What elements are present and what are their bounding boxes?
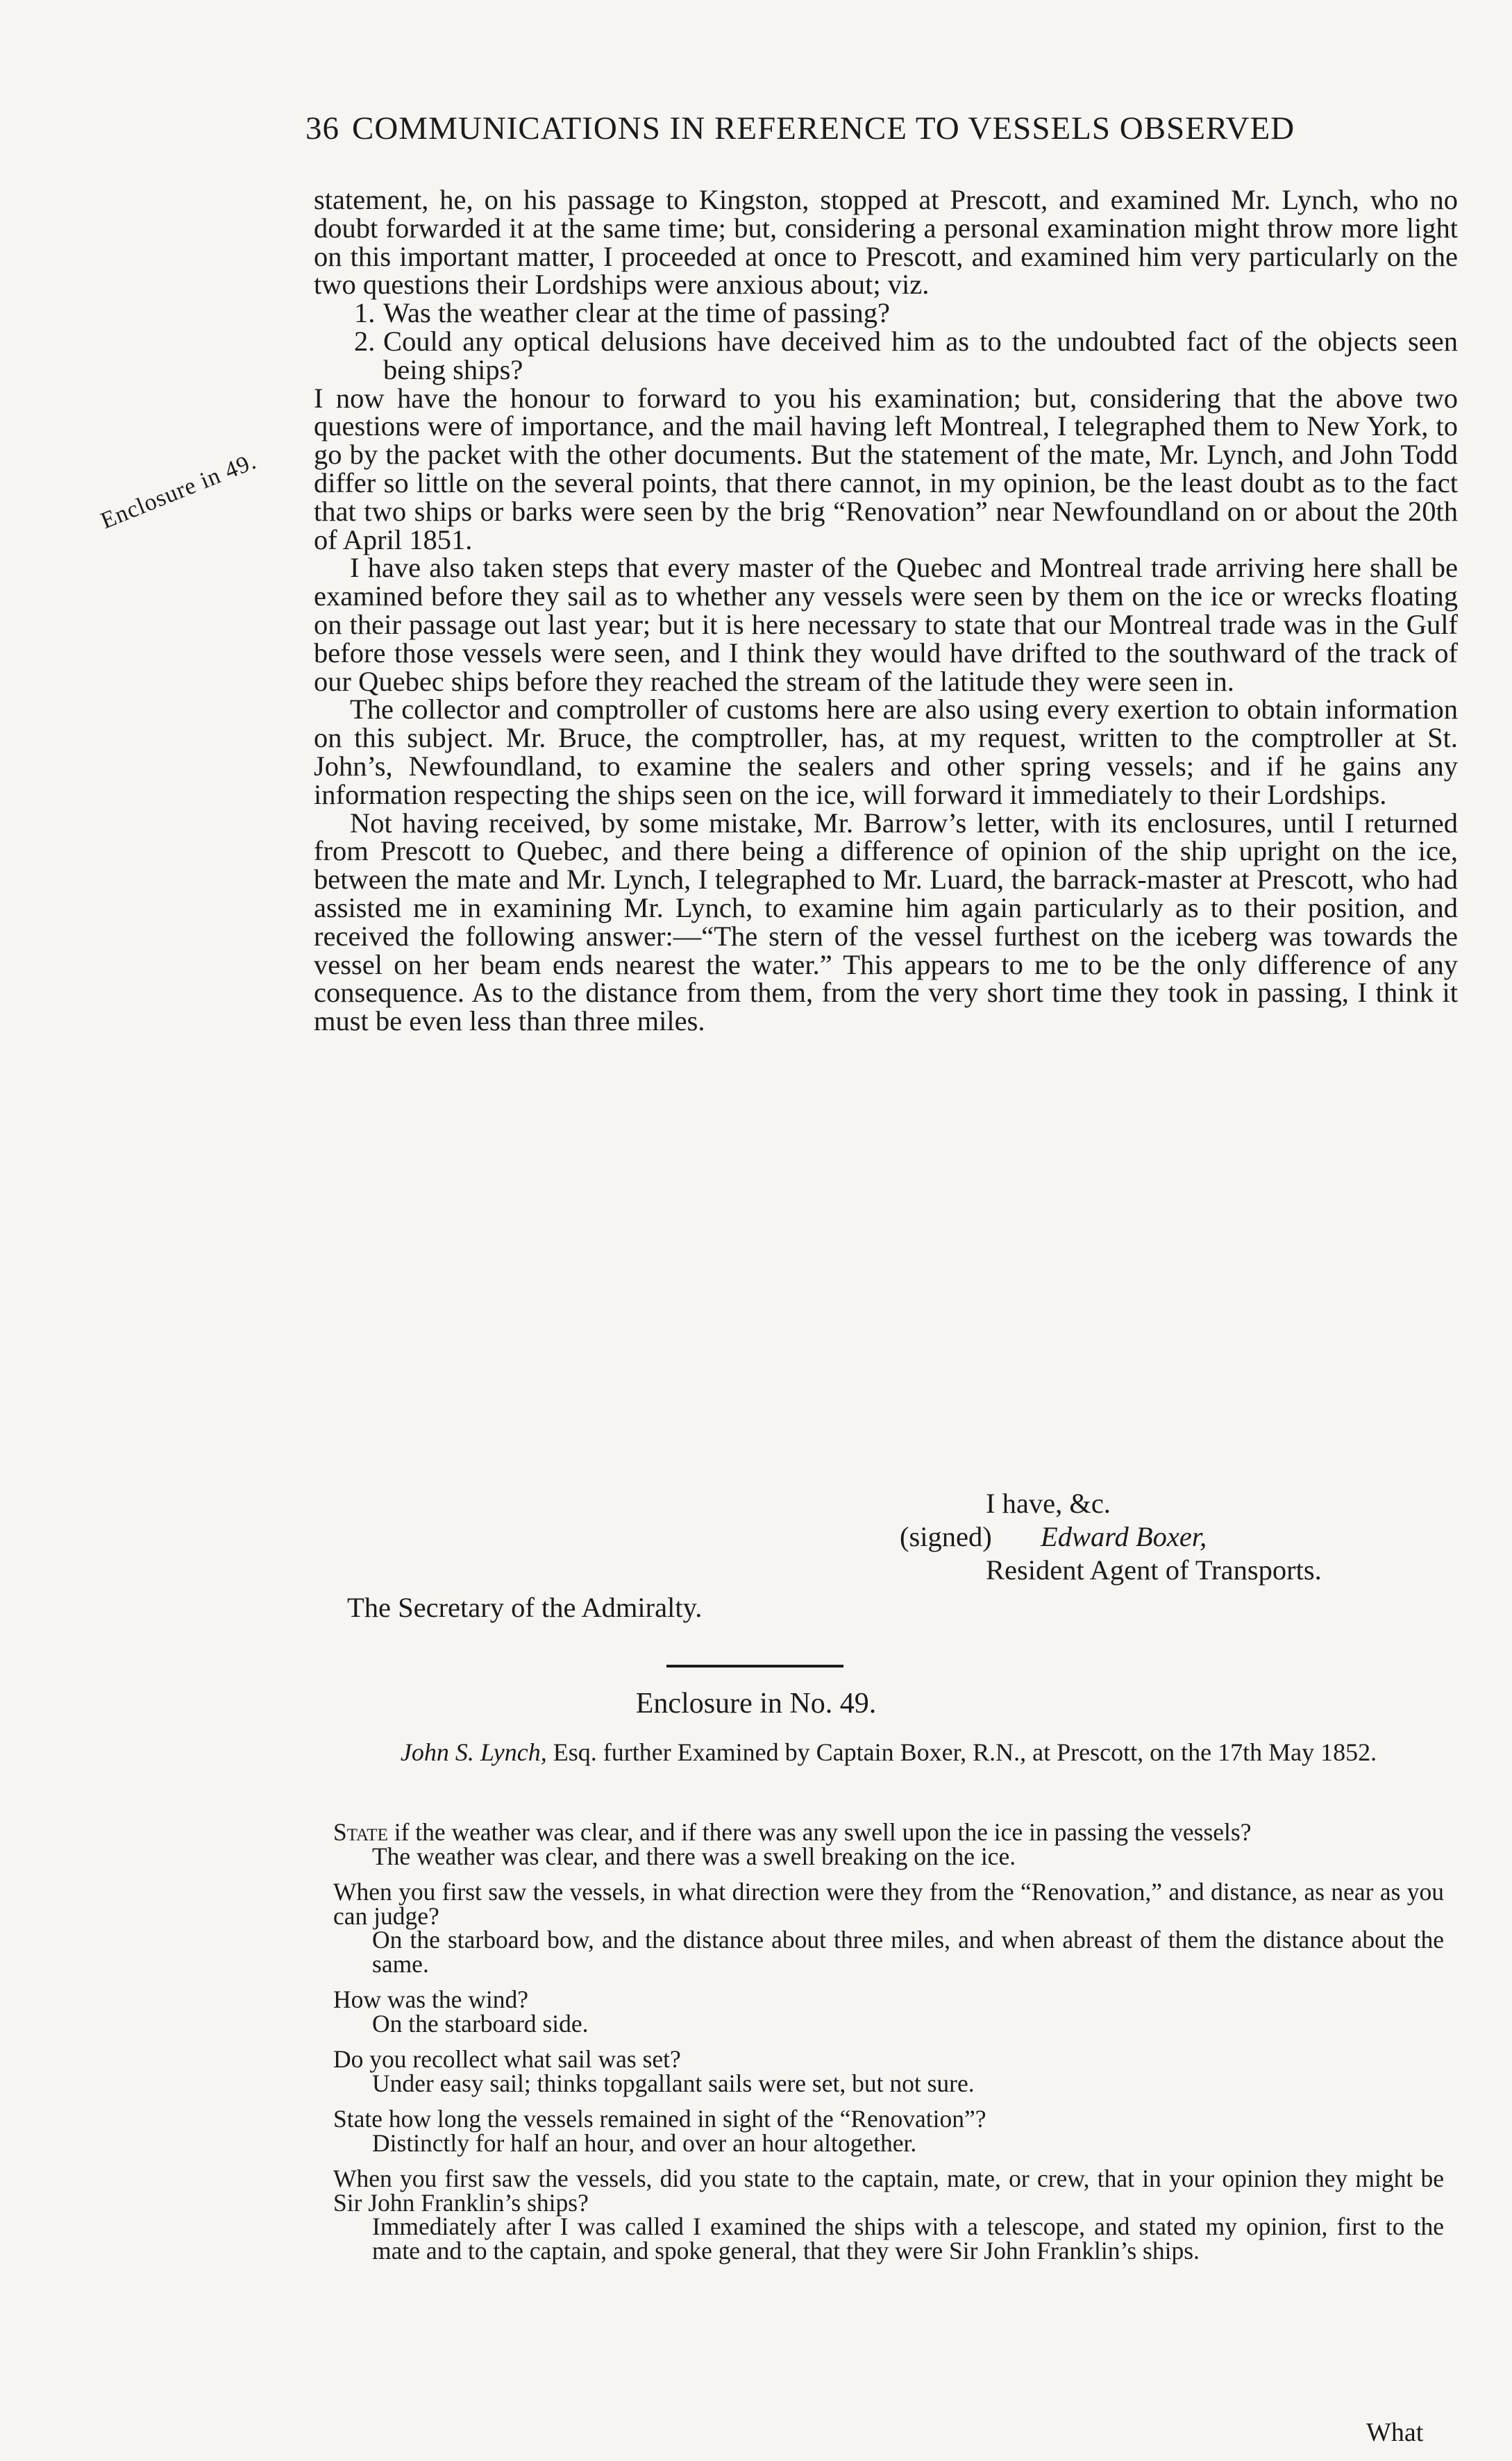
qa-entry (333, 2107, 1444, 2155)
question-number: 1. (354, 297, 376, 329)
question (333, 1820, 1444, 1845)
examination-record (333, 1820, 1444, 2274)
addressee: The Secretary of the Admiralty. (347, 1592, 703, 1623)
question-text: Was the weather clear at the time of passing? (383, 297, 890, 329)
question (333, 1985, 1444, 2013)
answer: On the starboard side. (372, 2009, 589, 2038)
question-lead: State (333, 1818, 388, 1846)
subtitle-text: Esq. further Examined by Captain Boxer, R.N., at Prescott, on the 17th May 1852. (553, 1738, 1377, 1766)
letter-paragraph-2: I now have the honour to forward to you his examination; but, considering that the above two questions were of importance, and the mail having left Montreal, I telegraphed them to New York, to go by the packet with the other documents. But the statement of the mate, Mr. Lynch, and John Todd differ so little on the several points, that there cannot, in my opinion, be the least doubt as to the fact that two ships or barks were seen by the brig “Renovation” near Newfoundland on or about the 20th of April 1851. (314, 382, 1458, 555)
qa-entry (333, 1880, 1444, 1976)
question (333, 2167, 1444, 2215)
question-item-2 (314, 325, 1458, 385)
answer: On the starboard bow, and the distance about three miles, and when abreast of them the distance about the same. (372, 1926, 1444, 1978)
question (333, 2047, 1444, 2072)
page-number: 36 (305, 110, 339, 146)
question-text: State how long the vessels remained in sight of the “Renovation”? (333, 2105, 986, 2133)
closing: I have, &c. (986, 1488, 1111, 1519)
answer: Distinctly for half an hour, and over an hour altogether. (372, 2128, 917, 2157)
letter-paragraph-4: The collector and comptroller of customs here are also using every exertion to obtain information on this subject. Mr. Bruce, the comptroller, has, at my request, written to the comptroller at St. John’s, Newfoundland, to examine the sealers and other spring vessels; and if he gains any information respecting the ships seen on the ice, will forward it immediately to their Lordships. (314, 694, 1458, 810)
qa-entry (333, 1985, 1444, 2038)
signed-label: (signed) (900, 1521, 992, 1552)
signature-line (900, 1520, 1207, 1553)
running-header (305, 110, 1416, 147)
question-number: 2. (354, 325, 376, 357)
answer: The weather was clear, and there was a swell breaking on the ice. (372, 1842, 1016, 1870)
running-title: COMMUNICATIONS IN REFERENCE TO VESSELS OBSERVED (352, 110, 1295, 146)
question-list (314, 299, 1458, 384)
question (333, 2107, 1444, 2131)
letter-body (314, 186, 1458, 1036)
enclosure-subtitle (347, 1739, 1430, 1765)
question-text: if the weather was clear, and if there was any swell upon the ice in passing the vessels? (387, 1818, 1252, 1846)
question-item-1 (314, 299, 1458, 328)
question-text: Do you recollect what sail was set? (333, 2045, 681, 2073)
enclosure-title: Enclosure in No. 49. (635, 1688, 877, 1720)
examinee-name: John S. Lynch, (400, 1738, 547, 1766)
question-text: When you first saw the vessels, did you state to the captain, mate, or crew, that in your opinion they might be Sir John Franklin’s ships? (333, 2165, 1444, 2217)
section-divider (666, 1665, 843, 1668)
letter-paragraph-3: I have also taken steps that every master of the Quebec and Montreal trade arriving here shall be examined before they sail as to whether any vessels were seen by them on the ice or wrecks floating on their passage out last year; but it is here necessary to state that our Montreal trade was in the Gulf before those vessels were seen, and I think they would have drifted to the southward of the track of our Quebec ships before they reached the stream of the latitude they were seen in. (314, 552, 1458, 697)
signer-title: Resident Agent of Transports. (986, 1554, 1322, 1586)
qa-entry (333, 1820, 1444, 1868)
question-text: How was the wind? (333, 1985, 528, 2013)
question (333, 1880, 1444, 1928)
catchword: What (1366, 2418, 1424, 2447)
answer: Immediately after I was called I examined the ships with a telescope, and stated my opinion, first to the mate and to the captain, and spoke general, that they were Sir John Franklin’s ships. (372, 2212, 1444, 2265)
letter-paragraph-1: statement, he, on his passage to Kingston, stopped at Prescott, and examined Mr. Lynch, who no doubt forwarded it at the same time; but, considering a personal examination might throw more light on this important matter, I proceeded at once to Prescott, and examined him very particularly on the two questions their Lordships were anxious about; viz. (314, 184, 1458, 301)
signer-name: Edward Boxer, (1040, 1521, 1207, 1552)
answer: Under easy sail; thinks topgallant sails were set, but not sure. (372, 2069, 975, 2097)
question-text: Could any optical delusions have deceived him as to the undoubted fact of the objects seen being ships? (383, 325, 1458, 385)
letter-paragraph-5: Not having received, by some mistake, Mr. Barrow’s letter, with its enclosures, until I returned from Prescott to Quebec, and there being a difference of opinion of the ship upright on the ice, between the mate and Mr. Lynch, I telegraphed to Mr. Luard, the barrack-master at Prescott, who had assisted me in examining Mr. Lynch, to examine him again particularly as to their position, and received the following answer:—“The stern of the vessel furthest on the iceberg was towards the vessel on her beam ends nearest the water.” This appears to me to be the only difference of any consequence. As to the distance from them, from the very short time they took in passing, I think it must be even less than three miles. (314, 807, 1458, 1037)
qa-entry (333, 2165, 1444, 2265)
qa-entry (333, 2047, 1444, 2095)
margin-note: Enclosure in 49. (97, 448, 260, 535)
question-text: When you first saw the vessels, in what direction were they from the “Renovation,” and distance, as near as you can judge? (333, 1878, 1444, 1930)
